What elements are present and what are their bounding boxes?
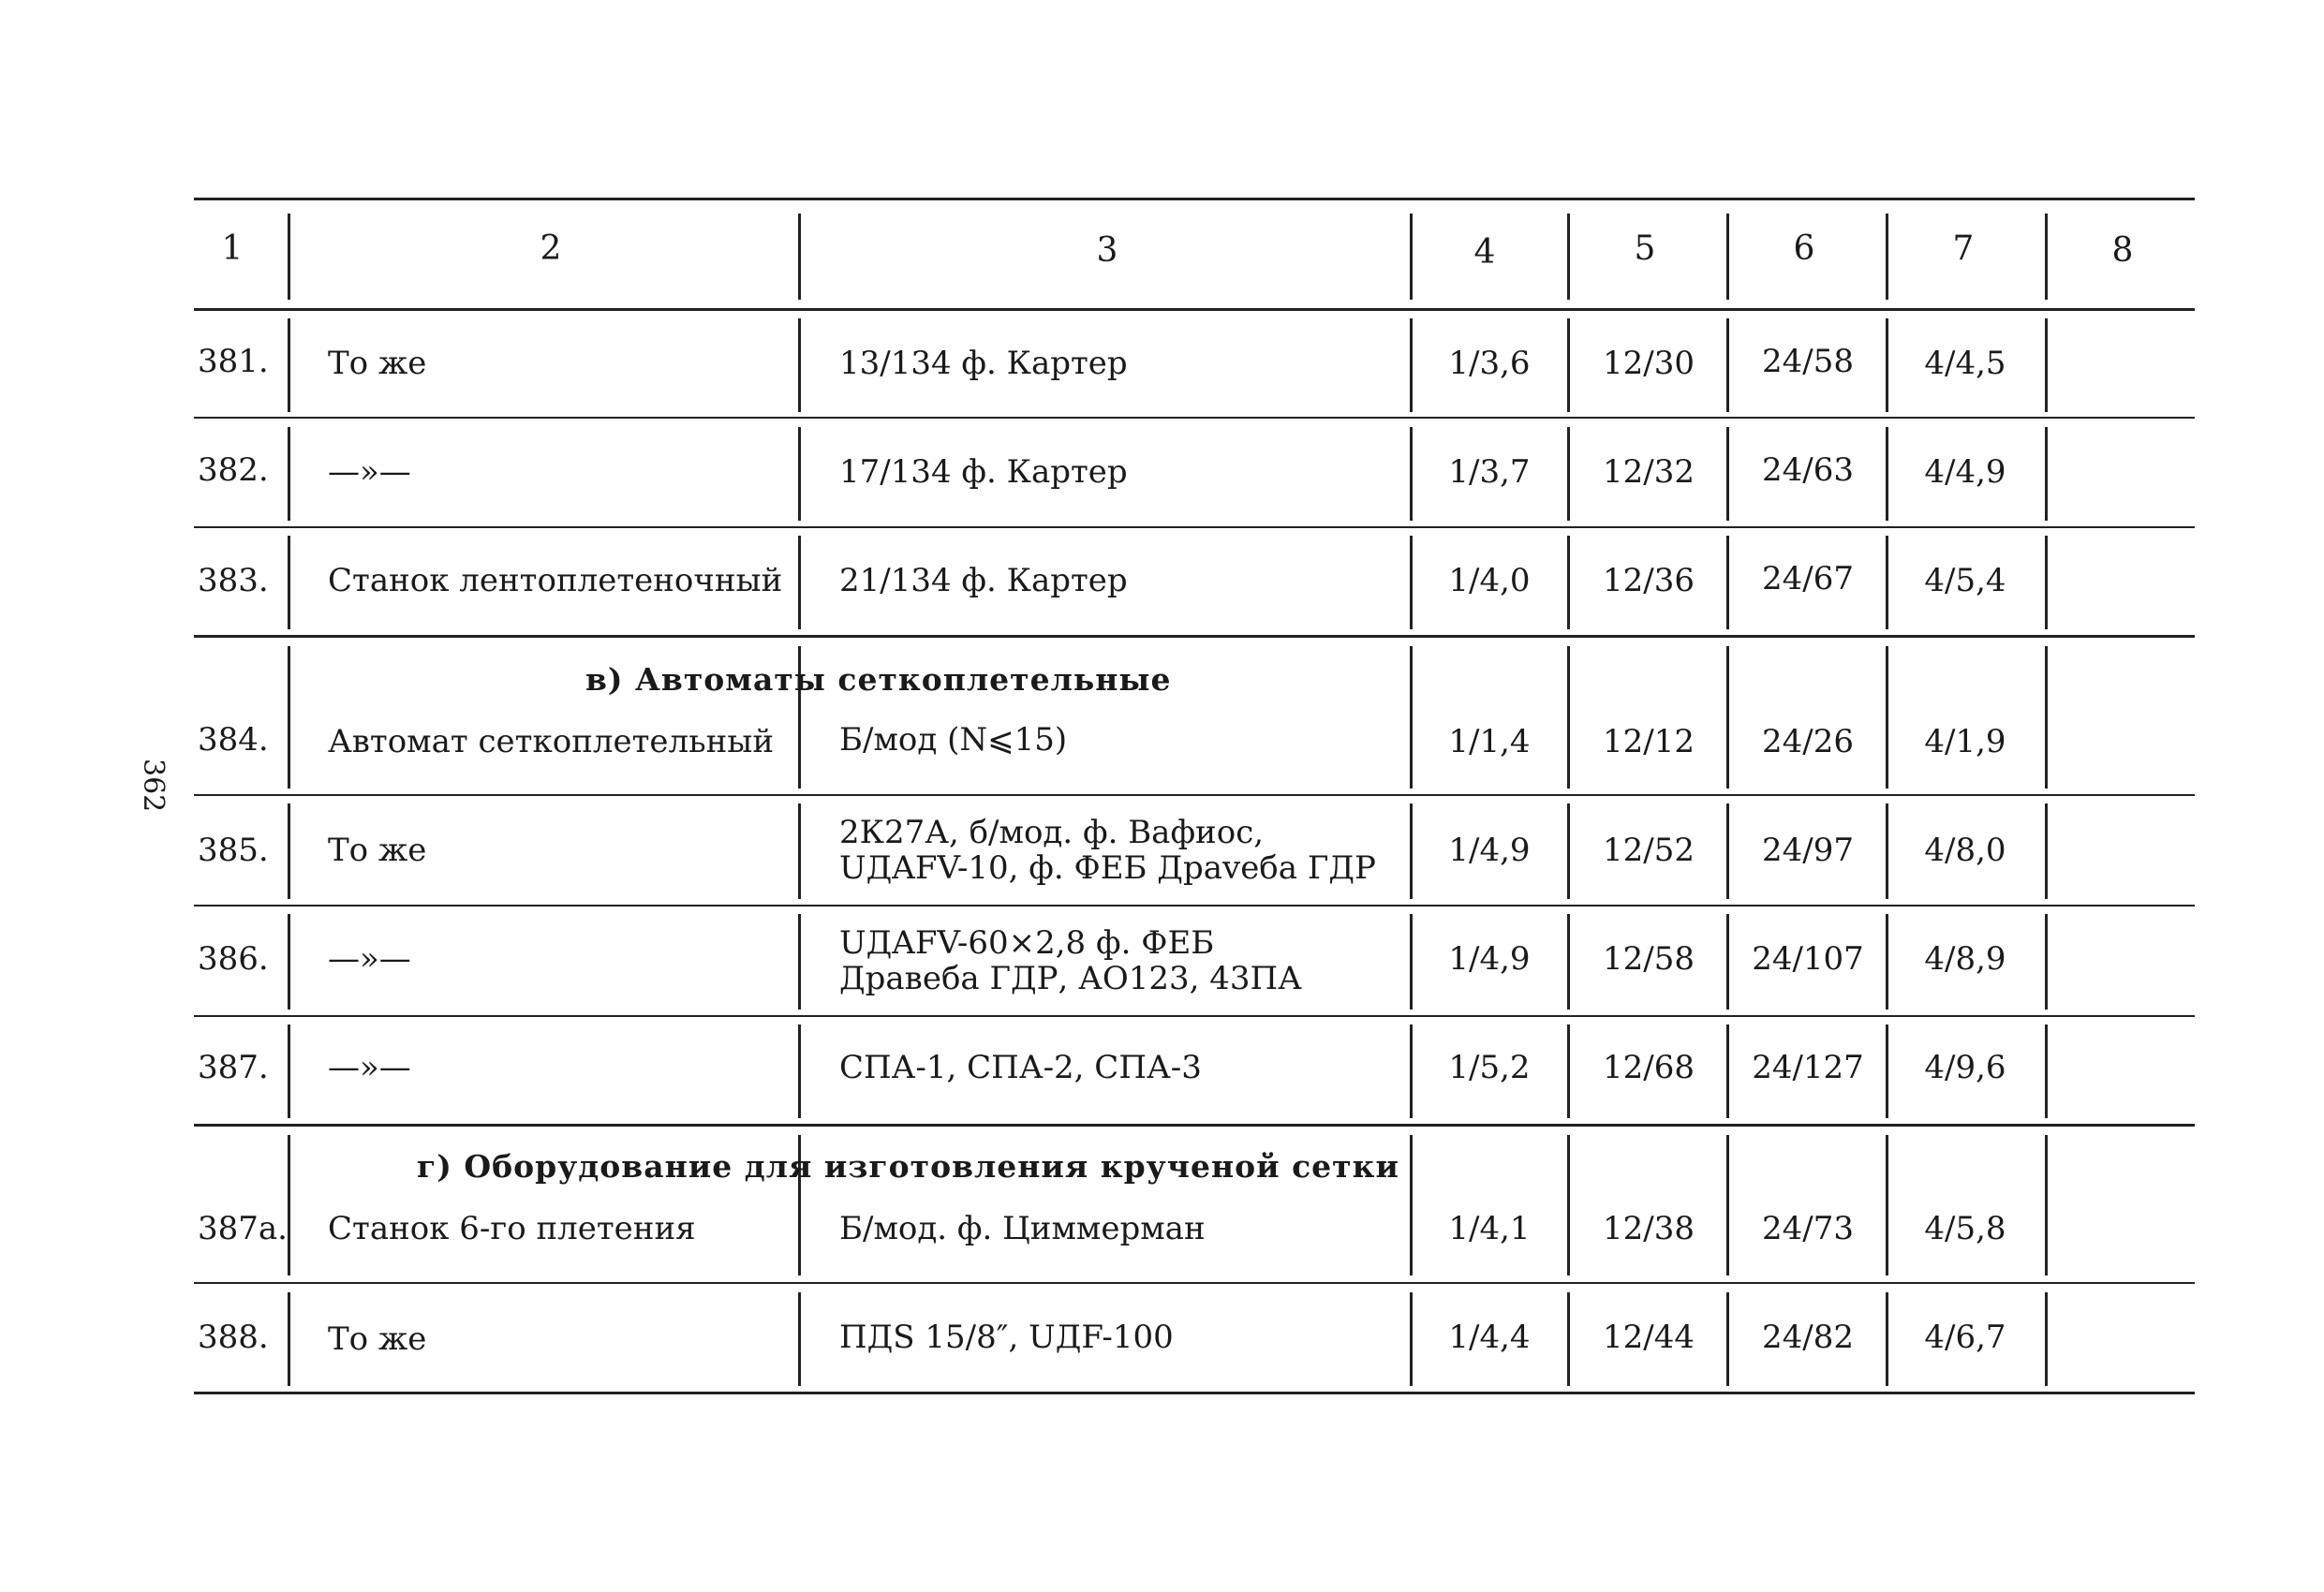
column-rule [1410, 914, 1413, 1010]
column-rule [1886, 646, 1888, 789]
equipment-name: Автомат сеткоплетельный [328, 723, 774, 760]
equipment-model: 17/134 ф. Картер [839, 453, 1128, 491]
column-rule [2045, 1024, 2048, 1118]
row-rule [194, 635, 2195, 638]
value-col4: 1/4,9 [1448, 940, 1531, 978]
value-col6: 24/127 [1752, 1049, 1864, 1086]
column-rule [1567, 914, 1570, 1010]
value-col4: 1/4,1 [1448, 1210, 1531, 1247]
row-number: 387а. [198, 1210, 288, 1247]
column-rule [1567, 318, 1570, 412]
value-col4: 1/5,2 [1448, 1049, 1531, 1086]
column-rule [1886, 1135, 1888, 1275]
value-col7: 4/1,9 [1924, 723, 2006, 760]
section-heading: в) Автоматы сеткоплетельные [585, 661, 1172, 698]
row-number: 381. [198, 343, 269, 380]
column-rule [288, 1135, 290, 1275]
column-rule [1567, 646, 1570, 789]
column-rule [1410, 427, 1413, 521]
column-rule [288, 318, 290, 412]
column-rule [1726, 1292, 1729, 1386]
column-rule [798, 803, 801, 899]
header-bottom-rule [194, 308, 2195, 311]
row-rule [194, 905, 2195, 907]
column-rule [2045, 1135, 2048, 1275]
column-rule [1410, 1292, 1413, 1386]
column-rule [288, 1292, 290, 1386]
value-col6: 24/67 [1762, 560, 1854, 597]
value-col5: 12/58 [1603, 940, 1695, 978]
column-rule [1726, 536, 1729, 629]
value-col6: 24/58 [1762, 343, 1854, 380]
row-rule [194, 526, 2195, 528]
value-col7: 4/5,4 [1924, 562, 2006, 599]
row-rule [194, 1282, 2195, 1284]
header-cell: 8 [2111, 231, 2134, 270]
equipment-name: —»— [328, 1049, 411, 1086]
row-number: 385. [198, 832, 269, 869]
column-rule [798, 536, 801, 629]
row-number: 387. [198, 1049, 269, 1086]
column-rule [288, 914, 290, 1010]
column-rule [1726, 427, 1729, 521]
value-col4: 1/3,6 [1448, 345, 1531, 382]
column-rule [1886, 427, 1888, 521]
value-col7: 4/6,7 [1924, 1319, 2006, 1356]
column-rule [1886, 318, 1888, 412]
column-rule [1410, 1024, 1413, 1118]
value-col7: 4/4,9 [1924, 453, 2006, 491]
column-rule [288, 1024, 290, 1118]
equipment-model: Б/мод (N⩽15) [839, 721, 1068, 759]
value-col4: 1/1,4 [1448, 723, 1531, 760]
equipment-name: —»— [328, 940, 411, 978]
column-rule [1726, 214, 1729, 300]
row-number: 386. [198, 940, 269, 978]
value-col6: 24/82 [1762, 1319, 1854, 1356]
header-cell: 1 [221, 229, 244, 268]
row-number: 388. [198, 1319, 269, 1356]
header-cell: 2 [540, 229, 562, 268]
row-number: 384. [198, 721, 269, 759]
equipment-model: 21/134 ф. Картер [839, 562, 1128, 599]
equipment-name: То же [328, 1320, 427, 1358]
equipment-model-line2: Дравеба ГДР, АО123, 43ПА [839, 960, 1302, 997]
header-cell: 5 [1634, 229, 1656, 268]
column-rule [1726, 318, 1729, 412]
value-col7: 4/9,6 [1924, 1049, 2006, 1086]
row-rule [194, 1124, 2195, 1127]
column-rule [2045, 914, 2048, 1010]
column-rule [1410, 318, 1413, 412]
column-rule [2045, 318, 2048, 412]
table-top-rule [194, 198, 2195, 200]
equipment-name: То же [328, 345, 427, 382]
value-col4: 1/4,4 [1448, 1319, 1531, 1356]
column-rule [798, 318, 801, 412]
equipment-name: —»— [328, 453, 411, 491]
column-rule [2045, 646, 2048, 789]
column-rule [1886, 214, 1888, 300]
column-rule [798, 914, 801, 1010]
column-rule [1567, 427, 1570, 521]
value-col7: 4/8,0 [1924, 832, 2006, 869]
column-rule [2045, 536, 2048, 629]
column-rule [1567, 1024, 1570, 1118]
value-col5: 12/12 [1603, 723, 1695, 760]
row-number: 383. [198, 562, 269, 599]
row-rule [194, 1015, 2195, 1017]
column-rule [1886, 803, 1888, 899]
column-rule [1886, 914, 1888, 1010]
value-col4: 1/4,0 [1448, 562, 1531, 599]
column-rule [2045, 1292, 2048, 1386]
equipment-model: ПДS 15/8″, UДF-100 [839, 1319, 1174, 1356]
value-col6: 24/97 [1762, 832, 1854, 869]
row-rule [194, 794, 2195, 796]
column-rule [1410, 1135, 1413, 1275]
header-cell: 7 [1952, 229, 1975, 268]
equipment-model: Б/мод. ф. Циммерман [839, 1210, 1206, 1247]
column-rule [798, 1292, 801, 1386]
value-col5: 12/36 [1603, 562, 1695, 599]
column-rule [798, 427, 801, 521]
row-number: 382. [198, 451, 269, 489]
equipment-name: Станок лентоплетеночный [328, 562, 783, 599]
column-rule [1410, 646, 1413, 789]
value-col5: 12/38 [1603, 1210, 1695, 1247]
value-col6: 24/107 [1752, 940, 1864, 978]
value-col6: 24/63 [1762, 451, 1854, 489]
value-col4: 1/3,7 [1448, 453, 1531, 491]
equipment-model: СПА-1, СПА-2, СПА-3 [839, 1049, 1202, 1086]
column-rule [1726, 914, 1729, 1010]
header-cell: 3 [1096, 231, 1118, 270]
column-rule [1567, 803, 1570, 899]
column-rule [2045, 803, 2048, 899]
table-bottom-rule [194, 1392, 2195, 1394]
value-col5: 12/30 [1603, 345, 1695, 382]
column-rule [798, 1024, 801, 1118]
value-col5: 12/32 [1603, 453, 1695, 491]
column-rule [1726, 646, 1729, 789]
column-rule [1567, 1292, 1570, 1386]
value-col5: 12/52 [1603, 832, 1695, 869]
column-rule [2045, 427, 2048, 521]
column-rule [1410, 536, 1413, 629]
value-col6: 24/73 [1762, 1210, 1854, 1247]
header-cell: 6 [1793, 229, 1815, 268]
equipment-model: 13/134 ф. Картер [839, 345, 1128, 382]
column-rule [288, 214, 290, 300]
column-rule [1726, 1135, 1729, 1275]
column-rule [1567, 1135, 1570, 1275]
value-col7: 4/4,5 [1924, 345, 2006, 382]
column-rule [288, 536, 290, 629]
column-rule [1410, 214, 1413, 300]
column-rule [1726, 1024, 1729, 1118]
column-rule [1567, 214, 1570, 300]
equipment-model-line2: UДAFV-10, ф. ФЕБ Драveба ГДР [839, 849, 1376, 887]
column-rule [288, 427, 290, 521]
column-rule [1410, 803, 1413, 899]
value-col5: 12/68 [1603, 1049, 1695, 1086]
column-rule [1726, 803, 1729, 899]
equipment-model: 2К27А, б/мод. ф. Вафиос, [839, 814, 1265, 851]
column-rule [2045, 214, 2048, 300]
column-rule [288, 646, 290, 789]
value-col7: 4/5,8 [1924, 1210, 2006, 1247]
equipment-model: UДAFV-60×2,8 ф. ФЕБ [839, 924, 1215, 962]
equipment-name: Станок 6-го плетения [328, 1210, 696, 1247]
equipment-name: То же [328, 832, 427, 869]
column-rule [288, 803, 290, 899]
value-col4: 1/4,9 [1448, 832, 1531, 869]
value-col7: 4/8,9 [1924, 940, 2006, 978]
column-rule [1886, 1292, 1888, 1386]
value-col6: 24/26 [1762, 723, 1854, 760]
section-heading: г) Оборудование для изготовления крученой сетки [417, 1148, 1399, 1185]
value-col5: 12/44 [1603, 1319, 1695, 1356]
column-rule [1886, 1024, 1888, 1118]
page-number: 362 [137, 759, 170, 813]
header-cell: 4 [1473, 233, 1496, 272]
column-rule [1886, 536, 1888, 629]
column-rule [798, 214, 801, 300]
column-rule [1567, 536, 1570, 629]
row-rule [194, 417, 2195, 419]
